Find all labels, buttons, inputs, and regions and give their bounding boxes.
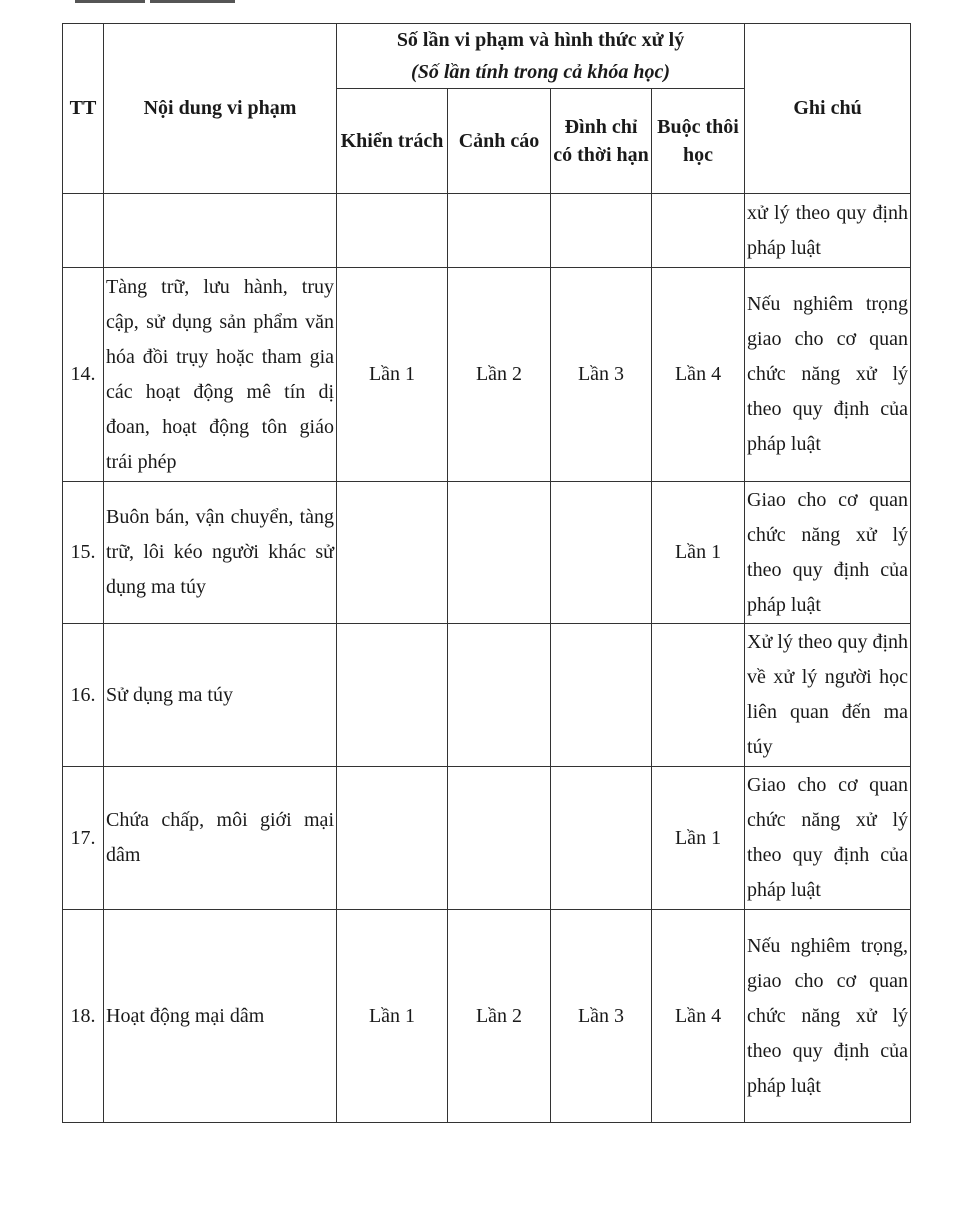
row-note: Nếu nghiêm trọng, giao cho cơ quan chức năng xử lý theo quy định của pháp luật: [745, 910, 911, 1123]
row-canh-cao: [448, 194, 551, 268]
row-dinh-chi: [551, 482, 652, 624]
row-content: Buôn bán, vận chuyển, tàng trữ, lôi kéo người khác sử dụng ma túy: [104, 482, 337, 624]
top-rule-right: [150, 0, 235, 3]
header-tt: TT: [63, 24, 104, 194]
row-dinh-chi: [551, 194, 652, 268]
header-group: [337, 24, 745, 89]
table-row: [63, 767, 911, 910]
row-khien-trach: [337, 624, 448, 767]
header-row-1: [63, 24, 911, 89]
row-buoc-thoi-hoc: Lần 4: [652, 910, 745, 1123]
row-tt: 16.: [63, 624, 104, 767]
header-canh-cao: Cảnh cáo: [448, 89, 551, 194]
row-note: Nếu nghiêm trọng giao cho cơ quan chức năng xử lý theo quy định của pháp luật: [745, 268, 911, 482]
row-canh-cao: [448, 482, 551, 624]
row-tt: 15.: [63, 482, 104, 624]
header-group-subtitle: (Số lần tính trong cả khóa học): [411, 61, 670, 83]
row-note: Giao cho cơ quan chức năng xử lý theo quy định của pháp luật: [745, 767, 911, 910]
row-khien-trach: [337, 194, 448, 268]
row-canh-cao: Lần 2: [448, 268, 551, 482]
row-content: Chứa chấp, môi giới mại dâm: [104, 767, 337, 910]
row-buoc-thoi-hoc: Lần 4: [652, 268, 745, 482]
row-content: Tàng trữ, lưu hành, truy cập, sử dụng sản phẩm văn hóa đồi trụy hoặc tham gia các hoạt động mê tín dị đoan, hoạt động tôn giáo trái phép: [104, 268, 337, 482]
row-dinh-chi: Lần 3: [551, 910, 652, 1123]
top-rule-left: [75, 0, 145, 3]
row-khien-trach: [337, 482, 448, 624]
row-khien-trach: [337, 767, 448, 910]
row-buoc-thoi-hoc: [652, 194, 745, 268]
row-canh-cao: Lần 2: [448, 910, 551, 1123]
row-khien-trach: Lần 1: [337, 268, 448, 482]
header-buoc-thoi-hoc: Buộc thôi học: [652, 89, 745, 194]
row-khien-trach: Lần 1: [337, 910, 448, 1123]
header-dinh-chi: Đình chỉ có thời hạn: [551, 89, 652, 194]
row-canh-cao: [448, 624, 551, 767]
header-note: Ghi chú: [745, 24, 911, 194]
table-row: [63, 910, 911, 1123]
row-buoc-thoi-hoc: [652, 624, 745, 767]
table-row: [63, 194, 911, 268]
row-content: [104, 194, 337, 268]
row-content: Hoạt động mại dâm: [104, 910, 337, 1123]
row-tt: 18.: [63, 910, 104, 1123]
violation-table: [62, 23, 911, 1123]
row-tt: [63, 194, 104, 268]
row-tt: 17.: [63, 767, 104, 910]
row-buoc-thoi-hoc: Lần 1: [652, 482, 745, 624]
row-note: xử lý theo quy định pháp luật: [745, 194, 911, 268]
header-group-title: Số lần vi phạm và hình thức xử lý: [396, 29, 685, 51]
row-dinh-chi: Lần 3: [551, 268, 652, 482]
row-canh-cao: [448, 767, 551, 910]
row-note: Giao cho cơ quan chức năng xử lý theo quy định của pháp luật: [745, 482, 911, 624]
row-note: Xử lý theo quy định về xử lý người học liên quan đến ma túy: [745, 624, 911, 767]
table-row: [63, 482, 911, 624]
row-tt: 14.: [63, 268, 104, 482]
row-dinh-chi: [551, 624, 652, 767]
header-khien-trach: Khiển trách: [337, 89, 448, 194]
header-content: Nội dung vi phạm: [104, 24, 337, 194]
table-row: [63, 624, 911, 767]
row-content: Sử dụng ma túy: [104, 624, 337, 767]
row-dinh-chi: [551, 767, 652, 910]
table-row: [63, 268, 911, 482]
row-buoc-thoi-hoc: Lần 1: [652, 767, 745, 910]
